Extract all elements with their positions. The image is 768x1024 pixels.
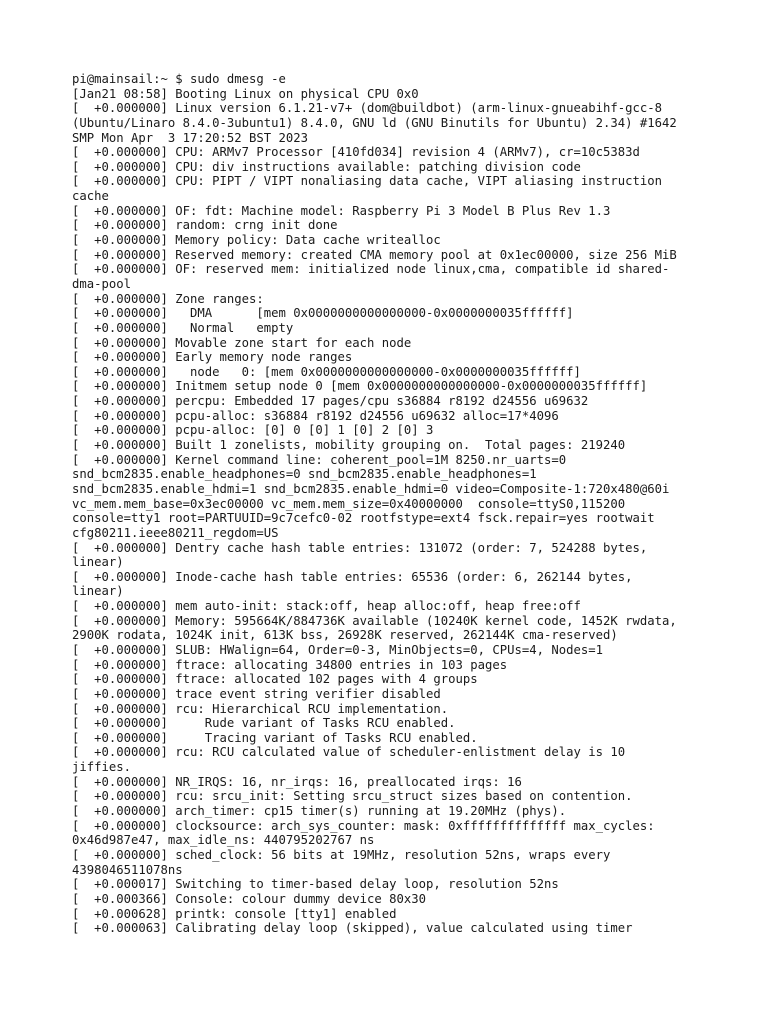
dmesg-line: [Jan21 08:58] Booting Linux on physical CPU 0x0 <box>72 86 419 101</box>
dmesg-line: [ +0.000000] Memory: 595664K/884736K available (10240K kernel code, 1452K rwdata, <box>72 613 677 628</box>
dmesg-line: [ +0.000000] Memory policy: Data cache writealloc <box>72 233 441 248</box>
dmesg-line: vc_mem.mem_base=0x3ec00000 vc_mem.mem_size=0x40000000 console=ttyS0,115200 <box>72 496 626 511</box>
dmesg-line: [ +0.000000] rcu: srcu_init: Setting srcu_struct sizes based on contention. <box>72 789 633 804</box>
dmesg-line: [ +0.000000] Rude variant of Tasks RCU enabled. <box>72 716 456 731</box>
dmesg-line: cache <box>72 189 109 204</box>
dmesg-line: [ +0.000000] Inode-cache hash table entries: 65536 (order: 6, 262144 bytes, <box>72 569 633 584</box>
dmesg-line: [ +0.000000] node 0: [mem 0x0000000000000000-0x0000000035ffffff] <box>72 364 581 379</box>
dmesg-line: [ +0.000000] rcu: RCU calculated value of scheduler-enlistment delay is 10 <box>72 745 626 760</box>
dmesg-line: [ +0.000000] Linux version 6.1.21-v7+ (dom@buildbot) (arm-linux-gnueabihf-gcc-8 <box>72 101 663 116</box>
dmesg-line: (Ubuntu/Linaro 8.4.0-3ubuntu1) 8.4.0, GNU ld (GNU Binutils for Ubuntu) 2.34) #1642 <box>72 115 677 130</box>
dmesg-line: [ +0.000000] pcpu-alloc: [0] 0 [0] 1 [0] 2 [0] 3 <box>72 423 434 438</box>
dmesg-line: [ +0.000000] OF: reserved mem: initialized node linux,cma, compatible id shared- <box>72 262 670 277</box>
dmesg-line: snd_bcm2835.enable_hdmi=1 snd_bcm2835.enable_hdmi=0 video=Composite-1:720x480@60i <box>72 481 670 496</box>
dmesg-line: [ +0.000000] CPU: ARMv7 Processor [410fd034] revision 4 (ARMv7), cr=10c5383d <box>72 145 640 160</box>
dmesg-line: [ +0.000000] random: crng init done <box>72 218 338 233</box>
dmesg-line: cfg80211.ieee80211_regdom=US <box>72 525 279 540</box>
dmesg-line: [ +0.000000] rcu: Hierarchical RCU implementation. <box>72 701 449 716</box>
dmesg-line: [ +0.000000] DMA [mem 0x0000000000000000-0x0000000035ffffff] <box>72 306 574 321</box>
dmesg-line: console=tty1 root=PARTUUID=9c7cefc0-02 rootfstype=ext4 fsck.repair=yes rootwait <box>72 511 655 526</box>
dmesg-line: snd_bcm2835.enable_headphones=0 snd_bcm2835.enable_headphones=1 <box>72 467 537 482</box>
dmesg-line: 4398046511078ns <box>72 862 183 877</box>
dmesg-line: [ +0.000000] Normal empty <box>72 320 294 335</box>
dmesg-line: [ +0.000000] Early memory node ranges <box>72 350 353 365</box>
dmesg-line: linear) <box>72 584 124 599</box>
dmesg-line: 2900K rodata, 1024K init, 613K bss, 26928K reserved, 262144K cma-reserved) <box>72 628 618 643</box>
dmesg-line: [ +0.000000] Reserved memory: created CMA memory pool at 0x1ec00000, size 256 MiB <box>72 247 677 262</box>
dmesg-line: [ +0.000000] sched_clock: 56 bits at 19MHz, resolution 52ns, wraps every <box>72 847 611 862</box>
dmesg-line: [ +0.000017] Switching to timer-based delay loop, resolution 52ns <box>72 877 559 892</box>
dmesg-line: [ +0.000000] CPU: div instructions available: patching division code <box>72 159 581 174</box>
dmesg-line: [ +0.000000] pcpu-alloc: s36884 r8192 d24556 u69632 alloc=17*4096 <box>72 408 559 423</box>
dmesg-line: [ +0.000000] Built 1 zonelists, mobility grouping on. Total pages: 219240 <box>72 438 626 453</box>
dmesg-line: [ +0.000000] ftrace: allocating 34800 entries in 103 pages <box>72 657 508 672</box>
dmesg-line: [ +0.000000] clocksource: arch_sys_counter: mask: 0xffffffffffffff max_cycles: <box>72 818 655 833</box>
dmesg-line: [ +0.000000] Tracing variant of Tasks RCU enabled. <box>72 730 478 745</box>
dmesg-line: 0x46d987e47, max_idle_ns: 440795202767 ns <box>72 833 375 848</box>
dmesg-line: [ +0.000000] Kernel command line: coherent_pool=1M 8250.nr_uarts=0 <box>72 452 567 467</box>
dmesg-line: [ +0.000000] arch_timer: cp15 timer(s) running at 19.20MHz (phys). <box>72 804 567 819</box>
dmesg-line: [ +0.000063] Calibrating delay loop (skipped), value calculated using timer <box>72 921 633 936</box>
terminal-output <box>72 72 702 936</box>
dmesg-line: SMP Mon Apr 3 17:20:52 BST 2023 <box>72 130 309 145</box>
dmesg-line: dma-pool <box>72 276 132 291</box>
dmesg-line: [ +0.000000] percpu: Embedded 17 pages/cpu s36884 r8192 d24556 u69632 <box>72 394 589 409</box>
dmesg-line: [ +0.000628] printk: console [tty1] enabled <box>72 906 397 921</box>
dmesg-line: [ +0.000000] CPU: PIPT / VIPT nonaliasing data cache, VIPT aliasing instruction <box>72 174 663 189</box>
dmesg-line: [ +0.000000] mem auto-init: stack:off, heap alloc:off, heap free:off <box>72 599 581 614</box>
dmesg-line: jiffies. <box>72 760 132 775</box>
dmesg-line: [ +0.000000] ftrace: allocated 102 pages with 4 groups <box>72 672 478 687</box>
dmesg-line: [ +0.000000] Movable zone start for each node <box>72 335 412 350</box>
dmesg-line: [ +0.000000] trace event string verifier disabled <box>72 686 441 701</box>
shell-prompt-line: pi@mainsail:~ $ sudo dmesg -e <box>72 72 286 86</box>
dmesg-line: [ +0.000000] Zone ranges: <box>72 291 264 306</box>
dmesg-line: [ +0.000366] Console: colour dummy device 80x30 <box>72 891 427 906</box>
dmesg-line: [ +0.000000] Dentry cache hash table entries: 131072 (order: 7, 524288 bytes, <box>72 540 648 555</box>
dmesg-line: linear) <box>72 555 124 570</box>
dmesg-line: [ +0.000000] OF: fdt: Machine model: Raspberry Pi 3 Model B Plus Rev 1.3 <box>72 203 611 218</box>
dmesg-line: [ +0.000000] SLUB: HWalign=64, Order=0-3, MinObjects=0, CPUs=4, Nodes=1 <box>72 642 604 657</box>
dmesg-line: [ +0.000000] Initmem setup node 0 [mem 0x0000000000000000-0x0000000035ffffff] <box>72 379 648 394</box>
dmesg-line: [ +0.000000] NR_IRQS: 16, nr_irqs: 16, preallocated irqs: 16 <box>72 774 522 789</box>
